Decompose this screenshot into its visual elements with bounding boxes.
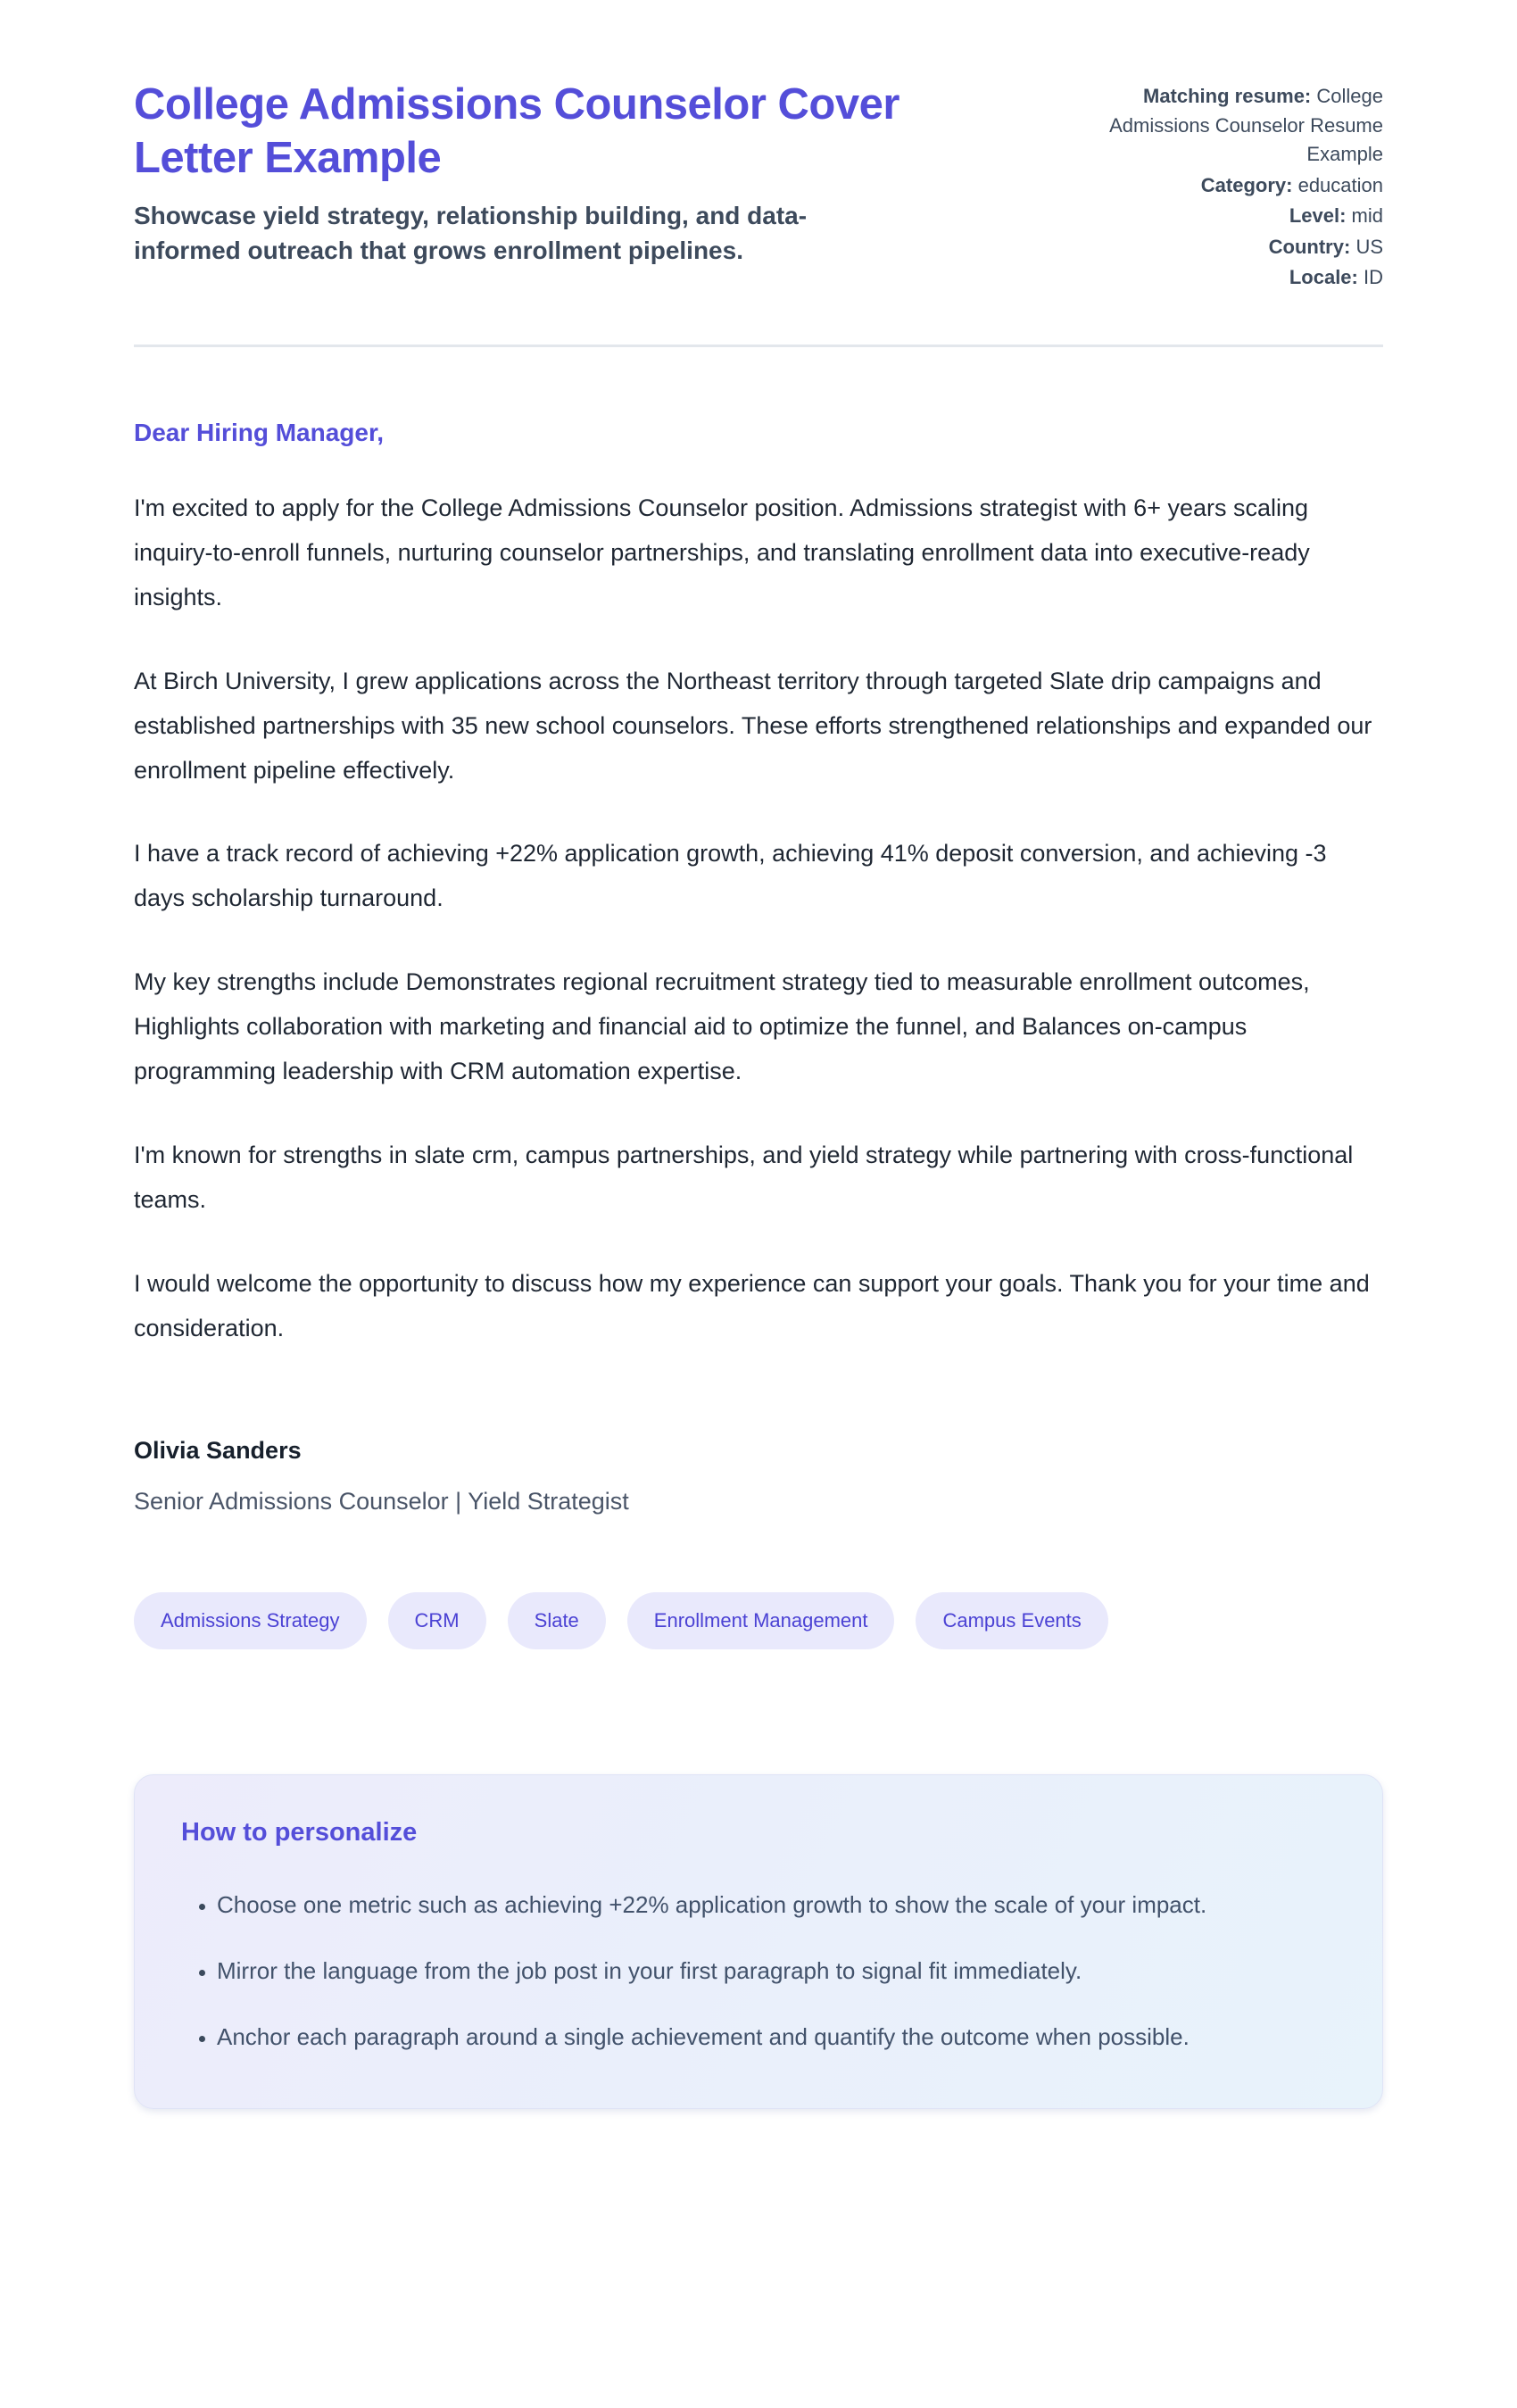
- tag-enrollment-management[interactable]: Enrollment Management: [627, 1592, 895, 1649]
- meta-level-label: Level:: [1289, 204, 1347, 228]
- letter-paragraph-closing: I would welcome the opportunity to discuss how my experience can support your goals. Thank you for your time and consideration.: [134, 1270, 1370, 1341]
- how-to-personalize-title: How to personalize: [181, 1817, 418, 1847]
- meta-matching-resume-value: College Admissions Counselor Resume Example: [1109, 85, 1383, 166]
- meta-locale-label: Locale:: [1289, 266, 1358, 289]
- page-title: College Admissions Counselor Cover Letter Example: [134, 80, 899, 182]
- meta-level-value: mid: [1351, 204, 1383, 228]
- meta-locale: [1089, 263, 1383, 293]
- meta-category-value: education: [1297, 173, 1383, 196]
- tag-crm[interactable]: CRM: [388, 1592, 486, 1649]
- tag-list: [134, 1592, 1383, 1649]
- header-title-block: [134, 79, 1089, 269]
- letter-paragraph-skills: I'm known for strengths in slate crm, campus partnerships, and yield strategy while partnering with cross-functional teams.: [134, 1142, 1354, 1214]
- page-container: [134, 0, 1383, 2109]
- tip-item-anchor-achievement: • Anchor each paragraph around a single achievement and quantify the outcome when possible.: [217, 2015, 1332, 2058]
- meta-country: [1089, 233, 1383, 262]
- cover-letter-body: [134, 419, 1383, 1515]
- how-to-personalize-card: [134, 1774, 1383, 2109]
- tag-slate[interactable]: Slate: [508, 1592, 606, 1649]
- signature-role: Senior Admissions Counselor | Yield Strategist: [134, 1487, 629, 1515]
- tag-campus-events[interactable]: Campus Events: [916, 1592, 1107, 1649]
- signature-name: Olivia Sanders: [134, 1436, 302, 1464]
- meta-matching-resume-label: Matching resume:: [1143, 85, 1312, 107]
- meta-category: [1089, 171, 1383, 201]
- letter-paragraph-strengths: My key strengths include Demonstrates regional recruitment strategy tied to measurable enrollment outcomes, Highlights collaboration with marketing and financial aid to optimize the funnel, and Balances on-campus programming leadership with CRM automation expertise.: [134, 968, 1310, 1085]
- meta-country-value: US: [1355, 235, 1383, 258]
- resume-meta-block: [1089, 79, 1383, 295]
- tip-item-metric: • Choose one metric such as achieving +22% application growth to show the scale of your impact.: [217, 1883, 1332, 1926]
- letter-salutation: Dear Hiring Manager,: [134, 418, 385, 446]
- meta-level: [1089, 202, 1383, 231]
- letter-paragraph-track-record: I have a track record of achieving +22% application growth, achieving 41% deposit conversion, and achieving -3 days scholarship turnaround.: [134, 840, 1327, 912]
- tip-item-mirror-language: • Mirror the language from the job post in your first paragraph to signal fit immediately.: [217, 1949, 1332, 1992]
- meta-category-label: Category:: [1200, 173, 1293, 196]
- meta-country-label: Country:: [1268, 235, 1351, 258]
- page-subtitle: Showcase yield strategy, relationship building, and data-informed outreach that grows enrollment pipelines.: [134, 201, 808, 265]
- meta-locale-value: ID: [1364, 266, 1383, 289]
- meta-matching-resume: [1089, 82, 1383, 170]
- tag-admissions-strategy[interactable]: Admissions Strategy: [134, 1592, 367, 1649]
- header-divider: [134, 345, 1383, 347]
- letter-paragraph-experience: At Birch University, I grew applications across the Northeast territory through targeted Slate drip campaigns and established partnerships with 35 new school counselors. These efforts strengthened relationships and expanded our enrollment pipeline effectively.: [134, 667, 1372, 784]
- page-header: [134, 79, 1383, 295]
- how-to-personalize-list: [181, 1883, 1336, 2058]
- letter-paragraph-intro: I'm excited to apply for the College Admissions Counselor position. Admissions strategist with 6+ years scaling inquiry-to-enroll funnels, nurturing counselor partnerships, and translating enrollment data into executive-ready insights.: [134, 494, 1310, 610]
